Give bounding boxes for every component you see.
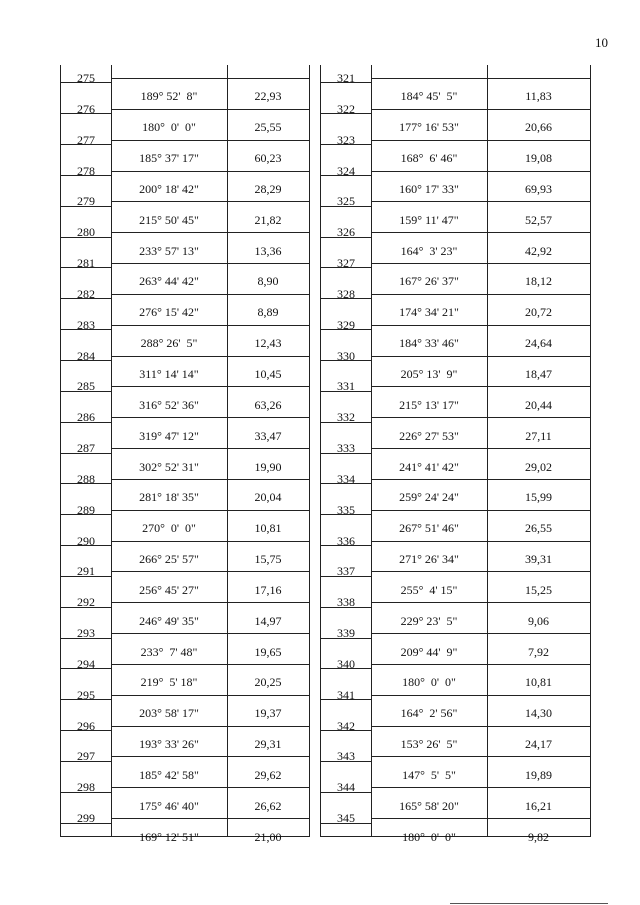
row-divider	[111, 171, 309, 172]
row-divider	[371, 664, 590, 665]
row-divider	[61, 638, 111, 639]
row-divider	[321, 545, 371, 546]
row-divider	[371, 818, 590, 819]
point-number: 285	[77, 379, 95, 394]
point-number: 333	[337, 441, 355, 456]
direction-angle: 169° 12' 51"	[139, 829, 199, 844]
row-divider	[61, 360, 111, 361]
row-divider	[61, 144, 111, 145]
point-number: 275	[77, 71, 95, 85]
row-divider	[371, 386, 590, 387]
segment-length: 21,82	[254, 212, 282, 227]
segment-length: 15,25	[525, 582, 552, 597]
point-number: 340	[337, 656, 355, 671]
direction-angle: 180° 0' 0"	[142, 120, 196, 135]
segment-length: 69,93	[525, 181, 552, 196]
segment-length: 13,36	[254, 243, 282, 258]
row-divider	[371, 263, 590, 264]
row-divider	[321, 82, 371, 83]
point-number: 321	[337, 71, 355, 85]
segment-length: 19,08	[525, 151, 552, 166]
row-divider	[371, 78, 590, 79]
column-divider	[371, 65, 372, 836]
segment-length: 20,66	[525, 120, 552, 135]
row-divider	[111, 109, 309, 110]
row-divider	[111, 602, 309, 603]
segment-length: 18,12	[525, 274, 552, 289]
direction-angle: 189° 52' 8"	[140, 89, 198, 104]
row-divider	[61, 792, 111, 793]
row-divider	[111, 479, 309, 480]
direction-angle: 266° 25' 57"	[139, 552, 199, 567]
segment-length: 21,00	[254, 829, 282, 844]
row-divider	[321, 453, 371, 454]
row-divider	[111, 541, 309, 542]
row-divider	[371, 602, 590, 603]
point-number: 331	[337, 379, 355, 394]
segment-length: 19,37	[254, 706, 282, 721]
segment-length: 10,81	[525, 675, 552, 690]
direction-angle: 226° 27' 53"	[399, 428, 459, 443]
segment-length: 18,47	[525, 366, 552, 381]
point-number: 337	[337, 564, 355, 579]
row-divider	[111, 756, 309, 757]
row-divider	[321, 422, 371, 423]
row-divider	[111, 78, 309, 79]
direction-angle: 267° 51' 46"	[399, 521, 459, 536]
direction-angle: 281° 18' 35"	[139, 490, 199, 505]
row-divider	[321, 298, 371, 299]
footer-rule	[450, 903, 608, 904]
direction-angle: 256° 45' 27"	[139, 582, 199, 597]
row-divider	[61, 113, 111, 114]
point-number: 291	[77, 564, 95, 579]
segment-length: 10,45	[254, 366, 282, 381]
row-divider	[111, 787, 309, 788]
row-divider	[111, 294, 309, 295]
point-number: 276	[77, 101, 95, 116]
row-divider	[321, 792, 371, 793]
direction-angle: 160° 17' 33"	[399, 181, 459, 196]
point-number: 339	[337, 626, 355, 641]
row-divider	[111, 325, 309, 326]
row-divider	[321, 607, 371, 608]
direction-angle: 219° 5' 18"	[140, 675, 198, 690]
direction-angle: 184° 45' 5"	[400, 89, 458, 104]
segment-length: 19,90	[254, 459, 282, 474]
segment-length: 20,04	[254, 490, 282, 505]
direction-angle: 233° 57' 13"	[139, 243, 199, 258]
segment-length: 22,93	[254, 89, 282, 104]
segment-length: 26,62	[254, 798, 282, 813]
row-divider	[61, 823, 111, 824]
segment-length: 29,62	[254, 767, 282, 782]
segment-length: 25,55	[254, 120, 282, 135]
point-number: 322	[337, 101, 355, 116]
row-divider	[61, 699, 111, 700]
direction-angle: 203° 58' 17"	[139, 706, 199, 721]
segment-length: 10,81	[254, 521, 282, 536]
row-divider	[61, 237, 111, 238]
row-divider	[61, 761, 111, 762]
point-number: 329	[337, 317, 355, 332]
row-divider	[111, 417, 309, 418]
segment-length: 12,43	[254, 336, 282, 351]
row-divider	[371, 756, 590, 757]
row-divider	[61, 514, 111, 515]
direction-angle: 276° 15' 42"	[139, 305, 199, 320]
point-number: 342	[337, 718, 355, 733]
direction-angle: 233° 7' 48"	[140, 644, 198, 659]
point-number: 292	[77, 595, 95, 610]
segment-length: 20,72	[525, 305, 552, 320]
direction-angle: 159° 11' 47"	[399, 212, 459, 227]
point-number: 330	[337, 348, 355, 363]
point-number: 345	[337, 811, 355, 826]
segment-length: 15,75	[254, 552, 282, 567]
column-divider	[227, 65, 228, 836]
row-divider	[321, 514, 371, 515]
segment-length: 29,31	[254, 737, 282, 752]
row-divider	[111, 356, 309, 357]
direction-angle: 215° 50' 45"	[139, 212, 199, 227]
segment-length: 63,26	[254, 397, 282, 412]
direction-angle: 302° 52' 31"	[139, 459, 199, 474]
segment-length: 42,92	[525, 243, 552, 258]
row-divider	[321, 113, 371, 114]
direction-angle: 316° 52' 36"	[139, 397, 199, 412]
point-number: 283	[77, 317, 95, 332]
direction-angle: 168° 6' 46"	[400, 151, 458, 166]
row-divider	[321, 761, 371, 762]
row-divider	[371, 726, 590, 727]
row-divider	[321, 391, 371, 392]
segment-length: 60,23	[254, 151, 282, 166]
point-number: 286	[77, 410, 95, 425]
direction-angle: 185° 37' 17"	[139, 151, 199, 166]
row-divider	[321, 360, 371, 361]
row-divider	[321, 668, 371, 669]
segment-length: 20,25	[254, 675, 282, 690]
point-number: 297	[77, 749, 95, 764]
row-divider	[111, 232, 309, 233]
point-number: 326	[337, 225, 355, 240]
point-number: 298	[77, 780, 95, 795]
row-divider	[111, 695, 309, 696]
direction-angle: 259° 24' 24"	[399, 490, 459, 505]
row-divider	[111, 201, 309, 202]
row-divider	[371, 448, 590, 449]
point-number: 334	[337, 471, 355, 486]
point-number: 281	[77, 256, 95, 271]
segment-length: 33,47	[254, 428, 282, 443]
row-divider	[61, 175, 111, 176]
row-divider	[111, 726, 309, 727]
point-number: 344	[337, 780, 355, 795]
row-divider	[371, 325, 590, 326]
direction-angle: 175° 46' 40"	[139, 798, 199, 813]
segment-length: 9,06	[528, 613, 549, 628]
point-number: 327	[337, 256, 355, 271]
row-divider	[61, 668, 111, 669]
row-divider	[321, 175, 371, 176]
row-divider	[111, 664, 309, 665]
point-number: 332	[337, 410, 355, 425]
direction-angle: 246° 49' 35"	[139, 613, 199, 628]
direction-angle: 311° 14' 14"	[139, 366, 199, 381]
direction-angle: 205° 13' 9"	[400, 366, 458, 381]
direction-angle: 319° 47' 12"	[139, 428, 199, 443]
segment-length: 19,65	[254, 644, 282, 659]
row-divider	[321, 730, 371, 731]
segment-length: 29,02	[525, 459, 552, 474]
direction-angle: 177° 16' 53"	[399, 120, 459, 135]
direction-angle: 209° 44' 9"	[400, 644, 458, 659]
segment-length: 7,92	[528, 644, 549, 659]
row-divider	[61, 576, 111, 577]
row-divider	[61, 453, 111, 454]
row-divider	[111, 386, 309, 387]
row-divider	[111, 263, 309, 264]
row-divider	[371, 787, 590, 788]
row-divider	[371, 510, 590, 511]
row-divider	[111, 140, 309, 141]
row-divider	[321, 206, 371, 207]
segment-length: 14,30	[525, 706, 552, 721]
direction-angle: 180° 0' 0"	[402, 829, 456, 844]
point-number: 293	[77, 626, 95, 641]
segment-length: 28,29	[254, 181, 282, 196]
direction-angle: 270° 0' 0"	[142, 521, 196, 536]
row-divider	[111, 633, 309, 634]
point-number: 278	[77, 163, 95, 178]
row-divider	[61, 730, 111, 731]
point-number: 335	[337, 502, 355, 517]
row-divider	[371, 356, 590, 357]
segment-length: 26,55	[525, 521, 552, 536]
row-divider	[61, 422, 111, 423]
row-divider	[371, 201, 590, 202]
row-divider	[61, 206, 111, 207]
point-number: 299	[77, 811, 95, 826]
coordinates-table-left	[60, 65, 310, 844]
direction-angle: 263° 44' 42"	[139, 274, 199, 289]
row-divider	[111, 510, 309, 511]
row-divider	[321, 483, 371, 484]
row-divider	[371, 171, 590, 172]
point-number: 289	[77, 502, 95, 517]
direction-angle: 153° 26' 5"	[400, 737, 458, 752]
row-divider	[61, 82, 111, 83]
direction-angle: 164° 3' 23"	[400, 243, 458, 258]
direction-angle: 164° 2' 56"	[400, 706, 458, 721]
point-number: 287	[77, 441, 95, 456]
row-divider	[61, 545, 111, 546]
segment-length: 8,89	[257, 305, 279, 320]
row-divider	[61, 607, 111, 608]
direction-angle: 185° 42' 58"	[139, 767, 199, 782]
segment-length: 20,44	[525, 397, 552, 412]
column-divider	[111, 65, 112, 836]
segment-length: 11,83	[525, 89, 552, 104]
direction-angle: 165° 58' 20"	[399, 798, 459, 813]
row-divider	[61, 329, 111, 330]
segment-length: 9,82	[528, 829, 549, 844]
row-divider	[371, 109, 590, 110]
point-number: 290	[77, 533, 95, 548]
row-divider	[61, 298, 111, 299]
row-divider	[321, 329, 371, 330]
direction-angle: 229° 23' 5"	[400, 613, 458, 628]
row-divider	[371, 140, 590, 141]
direction-angle: 288° 26' 5"	[140, 336, 198, 351]
point-number: 296	[77, 718, 95, 733]
segment-length: 17,16	[254, 582, 282, 597]
row-divider	[371, 541, 590, 542]
segment-length: 14,97	[254, 613, 282, 628]
point-number: 295	[77, 687, 95, 702]
point-number: 279	[77, 194, 95, 209]
direction-angle: 167° 26' 37"	[399, 274, 459, 289]
direction-angle: 241° 41' 42"	[399, 459, 459, 474]
row-divider	[61, 483, 111, 484]
point-number: 328	[337, 286, 355, 301]
point-number: 323	[337, 132, 355, 147]
segment-length: 39,31	[525, 552, 552, 567]
row-divider	[371, 571, 590, 572]
segment-length: 27,11	[525, 428, 552, 443]
point-number: 284	[77, 348, 95, 363]
row-divider	[111, 818, 309, 819]
row-divider	[371, 633, 590, 634]
direction-angle: 180° 0' 0"	[402, 675, 456, 690]
row-divider	[321, 823, 371, 824]
segment-length: 15,99	[525, 490, 552, 505]
row-divider	[321, 638, 371, 639]
direction-angle: 174° 34' 21"	[399, 305, 459, 320]
point-number: 343	[337, 749, 355, 764]
row-divider	[371, 695, 590, 696]
coordinates-table-right	[320, 65, 591, 844]
point-number: 341	[337, 687, 355, 702]
point-number: 324	[337, 163, 355, 178]
row-divider	[321, 267, 371, 268]
row-divider	[371, 232, 590, 233]
segment-length: 24,64	[525, 336, 552, 351]
direction-angle: 200° 18' 42"	[139, 181, 199, 196]
row-divider	[321, 699, 371, 700]
direction-angle: 184° 33' 46"	[399, 336, 459, 351]
row-divider	[371, 479, 590, 480]
point-number: 338	[337, 595, 355, 610]
segment-length: 8,90	[257, 274, 279, 289]
row-divider	[61, 391, 111, 392]
direction-angle: 271° 26' 34"	[399, 552, 459, 567]
direction-angle: 255° 4' 15"	[400, 582, 458, 597]
row-divider	[321, 237, 371, 238]
direction-angle: 193° 33' 26"	[139, 737, 199, 752]
point-number: 277	[77, 132, 95, 147]
page-number: 10	[595, 35, 608, 50]
column-divider	[487, 65, 488, 836]
row-divider	[321, 144, 371, 145]
direction-angle: 215° 13' 17"	[399, 397, 459, 412]
row-divider	[61, 267, 111, 268]
segment-length: 52,57	[525, 212, 552, 227]
row-divider	[321, 576, 371, 577]
direction-angle: 147° 5' 5"	[402, 767, 456, 782]
point-number: 280	[77, 225, 95, 240]
segment-length: 16,21	[525, 798, 552, 813]
row-divider	[111, 448, 309, 449]
point-number: 288	[77, 471, 95, 486]
point-number: 325	[337, 194, 355, 209]
row-divider	[111, 571, 309, 572]
point-number: 294	[77, 656, 95, 671]
row-divider	[371, 294, 590, 295]
point-number: 282	[77, 286, 95, 301]
point-number: 336	[337, 533, 355, 548]
segment-length: 19,89	[525, 767, 552, 782]
row-divider	[371, 417, 590, 418]
segment-length: 24,17	[525, 737, 552, 752]
